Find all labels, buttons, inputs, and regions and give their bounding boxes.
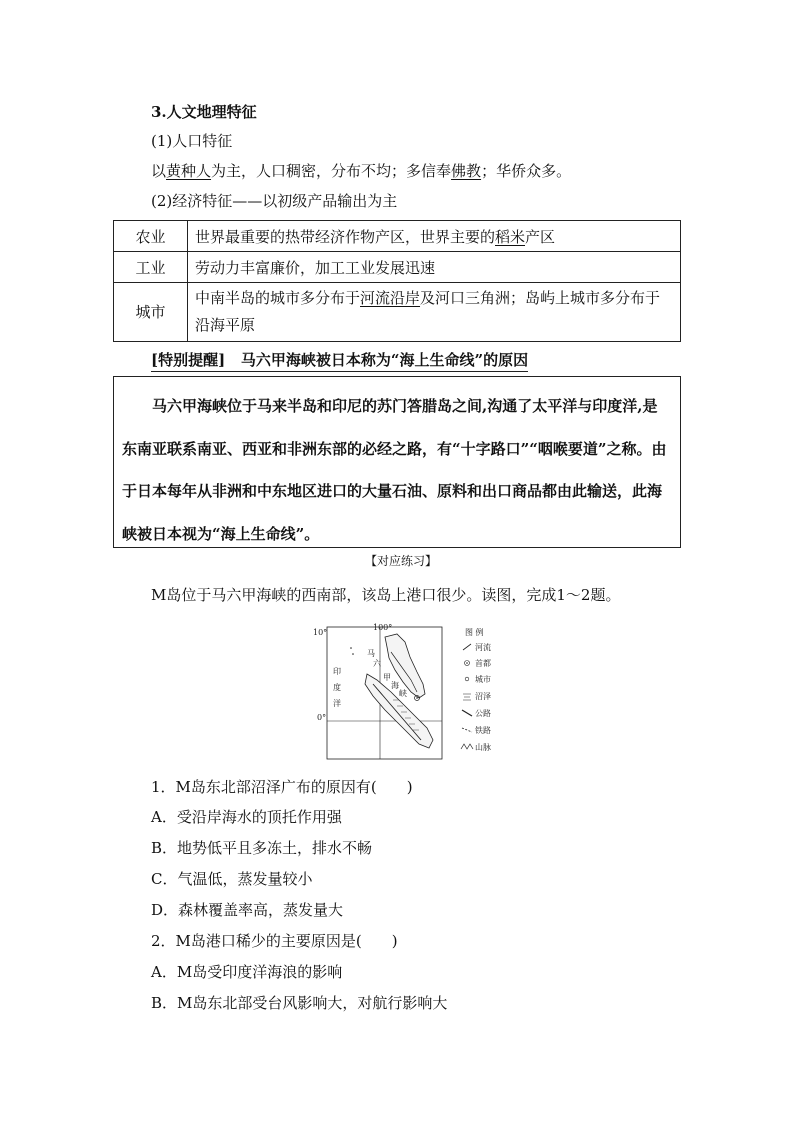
island-dot — [352, 653, 354, 655]
lon-100-label: 100° — [373, 623, 393, 632]
legend-city-icon — [465, 677, 469, 681]
question-2-stem: 2．M岛港口稀少的主要原因是( ) — [151, 932, 398, 950]
legend-railway-icon — [462, 728, 472, 732]
question-1-option: A．受沿岸海水的顶托作用强 — [151, 808, 342, 826]
capital-dot — [416, 697, 418, 699]
population-text: 以黄种人为主，人口稠密，分布不均；多信奉佛教；华侨众多。 — [151, 162, 572, 180]
ocean-char: 洋 — [333, 699, 341, 708]
table-row — [114, 283, 681, 342]
strait-char: 马 — [367, 649, 375, 658]
economy-table — [113, 220, 681, 342]
table-key: 农业 — [114, 221, 188, 252]
legend-item: 河流 — [475, 643, 491, 652]
practice-tag: 【对应练习】 — [365, 554, 438, 568]
legend-title: 图 例 — [465, 628, 484, 637]
strait-char: 海 — [391, 681, 399, 690]
underlined-term: 佛教 — [451, 162, 482, 180]
legend-capital-icon — [465, 661, 470, 666]
table-key: 工业 — [114, 252, 188, 283]
legend-item: 沼泽 — [475, 692, 491, 701]
section-title: 3.人文地理特征 — [151, 103, 257, 121]
strait-char: 甲 — [383, 673, 391, 682]
underlined-term: 稻米 — [495, 227, 526, 246]
practice-intro: M岛位于马六甲海峡的西南部，该岛上港口很少。读图，完成1～2题。 — [151, 586, 621, 604]
question-2-option: B．M岛东北部受台风影响大，对航行影响大 — [151, 994, 448, 1012]
table-value: 劳动力丰富廉价，加工工业发展迅速 — [188, 252, 681, 283]
question-2-option: A．M岛受印度洋海浪的影响 — [151, 963, 343, 981]
question-1-stem: 1．M岛东北部沼泽广布的原因有( ) — [151, 778, 413, 796]
population-subheading: (1)人口特征 — [151, 132, 233, 150]
strait-char: 六 — [373, 659, 381, 668]
legend-item: 铁路 — [475, 726, 491, 735]
question-1-option: C．气温低，蒸发量较小 — [151, 870, 313, 888]
tip-box — [113, 376, 681, 548]
tip-body: 马六甲海峡位于马来半岛和印尼的苏门答腊岛之间,沟通了太平洋与印度洋,是东南亚联系南亚、西亚和非洲东部的必经之路，有“十字路口”“咽喉要道”之称。由于日本每年从非洲和中东地区进口的大量石油、原料和出口商品都由此输送，此海峡被日本视为“海上生命线”。 — [122, 397, 667, 543]
map-figure — [305, 622, 505, 762]
table-row — [114, 252, 681, 283]
legend-item: 首都 — [475, 659, 491, 668]
question-1-option: D．森林覆盖率高，蒸发量大 — [151, 901, 344, 919]
island-dot — [350, 647, 352, 649]
legend-item: 公路 — [475, 709, 491, 718]
lat-10-label: 10° — [313, 628, 328, 637]
strait-char: 峡 — [399, 689, 407, 698]
question-1-option: B．地势低平且多冻土，排水不畅 — [151, 839, 373, 857]
table-row — [114, 221, 681, 252]
economy-subheading: (2)经济特征——以初级产品输出为主 — [151, 192, 398, 210]
malacca-map — [305, 622, 505, 762]
table-value: 世界最重要的热带经济作物产区，世界主要的稻米产区 — [188, 221, 681, 252]
underlined-term: 黄种人 — [166, 162, 212, 180]
legend-mountain-icon — [461, 744, 473, 749]
ocean-char: 度 — [333, 683, 341, 692]
legend-swamp-icon — [463, 694, 471, 700]
table-key: 城市 — [114, 283, 188, 342]
legend-river-icon — [463, 644, 471, 650]
legend-item: 山脉 — [475, 743, 491, 752]
table-value: 中南半岛的城市多分布于河流沿岸及河口三角洲；岛屿上城市多分布于沿海平原 — [188, 283, 681, 342]
legend-item: 城市 — [475, 675, 491, 684]
ocean-char: 印 — [333, 667, 341, 676]
legend-road-icon — [462, 710, 472, 716]
lat-0-label: 0° — [317, 713, 327, 722]
underlined-term: 河流沿岸 — [360, 289, 421, 307]
tip-heading: [特别提醒] 马六甲海峡被日本称为“海上生命线”的原因 — [151, 349, 528, 372]
